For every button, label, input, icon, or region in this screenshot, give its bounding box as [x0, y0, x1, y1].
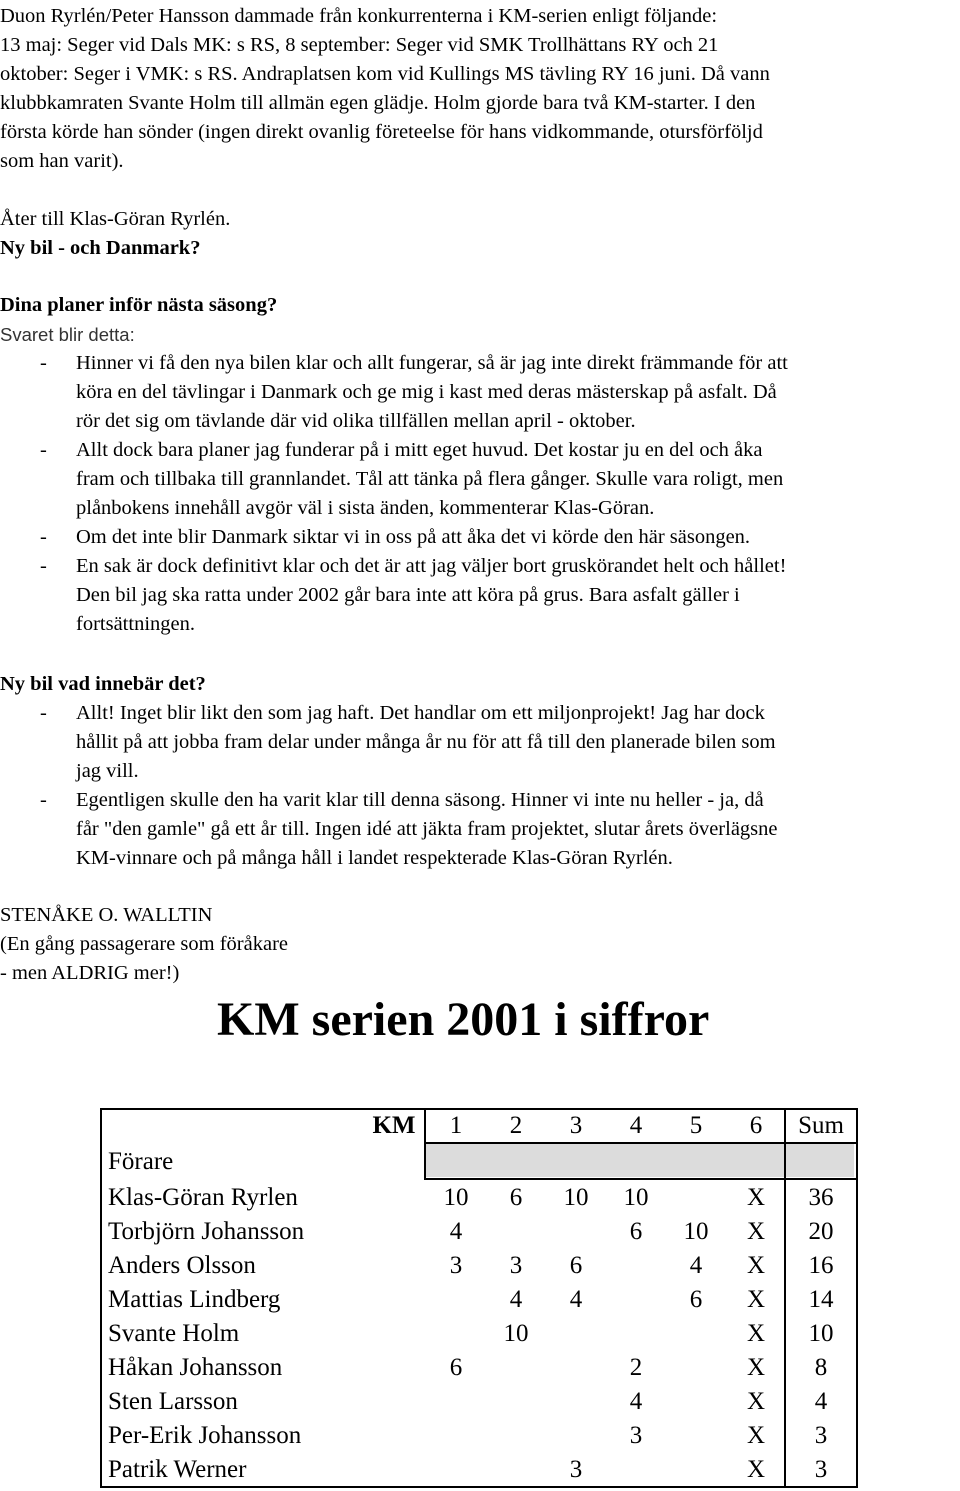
sum-cell: 10	[808, 1320, 834, 1347]
points-cell: X	[746, 1388, 766, 1415]
table-border	[856, 1108, 858, 1488]
sum-cell: 20	[808, 1218, 834, 1245]
ater-till-line: Åter till Klas-Göran Ryrlén.	[0, 208, 231, 230]
points-cell: 10	[503, 1320, 529, 1347]
points-cell: 10	[563, 1184, 589, 1211]
sum-cell: 16	[808, 1252, 834, 1279]
intro-line: första körde han sönder (ingen direkt ovanlig företeelse för hans vidkommande, otursförföljd	[0, 121, 763, 143]
forare-label: Förare	[108, 1148, 174, 1175]
intro-line: Duon Ryrlén/Peter Hansson dammade från konkurrenterna i KM-serien enligt följande:	[0, 5, 718, 27]
bullet-line: rör det sig om tävlande där vid olika tillfällen mellan april - oktober.	[76, 410, 636, 432]
bullet-line: Egentligen skulle den ha varit klar till denna säsong. Hinner vi inte nu heller - ja, då	[76, 789, 764, 811]
bullet-dash: -	[40, 789, 47, 811]
points-cell: 4	[569, 1286, 583, 1313]
table-rule	[424, 1108, 426, 1179]
points-cell: X	[746, 1456, 766, 1483]
points-cell: 10	[683, 1218, 709, 1245]
points-cell: 3	[449, 1252, 463, 1279]
table-title: KM serien 2001 i siffror	[217, 993, 710, 1046]
points-cell: 6	[509, 1184, 523, 1211]
bullet-line: plånbokens innehåll avgör väl i sista änden, kommenterar Klas-Göran.	[76, 497, 655, 519]
header-col: 2	[509, 1112, 523, 1139]
bullet-line: Allt dock bara planer jag funderar på i mitt eget huvud. Det kostar ju en del och åka	[76, 439, 763, 461]
points-cell: X	[746, 1320, 766, 1347]
signature-line: - men ALDRIG mer!)	[0, 962, 180, 984]
intro-line: oktober: Seger i VMK: s RS. Andraplatsen kom vid Kullings MS tävling RY 16 juni. Då vann	[0, 63, 770, 85]
driver-name: Anders Olsson	[108, 1252, 256, 1279]
bullet-line: Hinner vi få den nya bilen klar och allt fungerar, så är jag inte direkt främmande för att	[76, 352, 788, 374]
header-col: 4	[629, 1112, 643, 1139]
header-col: 6	[749, 1112, 763, 1139]
bullet-dash: -	[40, 352, 47, 374]
points-cell: 3	[509, 1252, 523, 1279]
points-cell: 4	[689, 1252, 703, 1279]
sum-cell: 3	[814, 1456, 828, 1483]
points-cell: X	[746, 1184, 766, 1211]
driver-name: Svante Holm	[108, 1320, 240, 1347]
points-cell: X	[746, 1252, 766, 1279]
driver-name: Torbjörn Johansson	[108, 1218, 305, 1245]
table-border	[100, 1108, 102, 1488]
bullet-dash: -	[40, 555, 47, 577]
sum-cell: 36	[808, 1184, 834, 1211]
table-rule	[784, 1108, 786, 1488]
header-km: KM	[372, 1112, 416, 1139]
points-cell: 10	[443, 1184, 469, 1211]
intro-line: 13 maj: Seger vid Dals MK: s RS, 8 september: Seger vid SMK Trollhättans RY och 21	[0, 34, 719, 56]
table-rule	[424, 1178, 858, 1180]
intro-line: klubbkamraten Svante Holm till allmän egen glädje. Holm gjorde bara två KM-starter. I den	[0, 92, 756, 114]
points-cell: 6	[629, 1218, 643, 1245]
bullet-line: köra en del tävlingar i Danmark och ge mig i kast med deras mästerskap på asfalt. Då	[76, 381, 777, 403]
driver-name: Mattias Lindberg	[108, 1286, 281, 1313]
points-cell: 2	[629, 1354, 643, 1381]
sum-cell: 8	[814, 1354, 828, 1381]
points-cell: 3	[569, 1456, 583, 1483]
answer-bullet	[0, 436, 958, 523]
bullet-line: Om det inte blir Danmark siktar vi in oss på att åka det vi körde den här säsongen.	[76, 526, 751, 548]
header-col: Sum	[798, 1112, 844, 1139]
points-cell: X	[746, 1422, 766, 1449]
signature-line: STENÅKE O. WALLTIN	[0, 904, 213, 926]
bullet-line: hållit på att jobba fram delar under många år nu för att få till den planerade bilen som	[76, 731, 776, 753]
header-col: 3	[569, 1112, 583, 1139]
points-cell: 6	[449, 1354, 463, 1381]
points-cell: 4	[629, 1388, 643, 1415]
header-shading	[426, 1144, 854, 1177]
svaret-line: Svaret blir detta:	[0, 324, 135, 345]
answer-bullet	[0, 786, 958, 873]
points-cell: 3	[629, 1422, 643, 1449]
answer-bullet	[0, 552, 958, 639]
bullet-dash: -	[40, 439, 47, 461]
driver-name: Klas-Göran Ryrlen	[108, 1184, 298, 1211]
sum-cell: 3	[814, 1422, 828, 1449]
points-cell: X	[746, 1218, 766, 1245]
header-col: 1	[449, 1112, 463, 1139]
points-cell: 4	[449, 1218, 463, 1245]
driver-name: Per-Erik Johansson	[108, 1422, 302, 1449]
table-rule	[424, 1142, 858, 1144]
answer-bullet	[0, 699, 958, 786]
bullet-line: jag vill.	[76, 760, 139, 782]
sum-cell: 4	[814, 1388, 828, 1415]
driver-name: Håkan Johansson	[108, 1354, 283, 1381]
driver-name: Sten Larsson	[108, 1388, 238, 1415]
points-cell: 4	[509, 1286, 523, 1313]
header-col: 5	[689, 1112, 703, 1139]
answer-bullet	[0, 349, 958, 436]
sum-cell: 14	[808, 1286, 834, 1313]
signature-line: (En gång passagerare som föråkare	[0, 933, 289, 955]
points-cell: X	[746, 1354, 766, 1381]
bullet-line: KM-vinnare och på många håll i landet respekterade Klas-Göran Ryrlén.	[76, 847, 673, 869]
points-cell: 10	[623, 1184, 649, 1211]
bullet-dash: -	[40, 702, 47, 724]
intro-line: som han varit).	[0, 150, 124, 172]
bullet-line: Den bil jag ska ratta under 2002 går bara inte att köra på grus. Bara asfalt gäller i	[76, 584, 740, 606]
driver-name: Patrik Werner	[108, 1456, 247, 1483]
bullet-dash: -	[40, 526, 47, 548]
bullet-line: Allt! Inget blir likt den som jag haft. Det handlar om ett miljonprojekt! Jag har dock	[76, 702, 765, 724]
answer-bullet	[0, 523, 958, 552]
bullet-line: En sak är dock definitivt klar och det är att jag väljer bort gruskörandet helt och hållet!	[76, 555, 787, 577]
heading-ny-bil-innebar: Ny bil vad innebär det?	[0, 673, 206, 695]
bullet-line: fram och tillbaka till grannlandet. Tål att tänka på flera gånger. Skulle vara roligt, men	[76, 468, 784, 490]
bullet-line: fortsättningen.	[76, 613, 195, 635]
points-cell: 6	[569, 1252, 583, 1279]
km-results-table	[100, 1108, 858, 1488]
bullet-line: får "den gamle" gå ett år till. Ingen idé att jäkta fram projektet, slutar årets överlägsne	[76, 818, 778, 840]
heading-planer: Dina planer inför nästa säsong?	[0, 294, 278, 316]
table-border	[100, 1486, 858, 1488]
heading-ny-bil-danmark: Ny bil - och Danmark?	[0, 237, 201, 259]
points-cell: X	[746, 1286, 766, 1313]
points-cell: 6	[689, 1286, 703, 1313]
